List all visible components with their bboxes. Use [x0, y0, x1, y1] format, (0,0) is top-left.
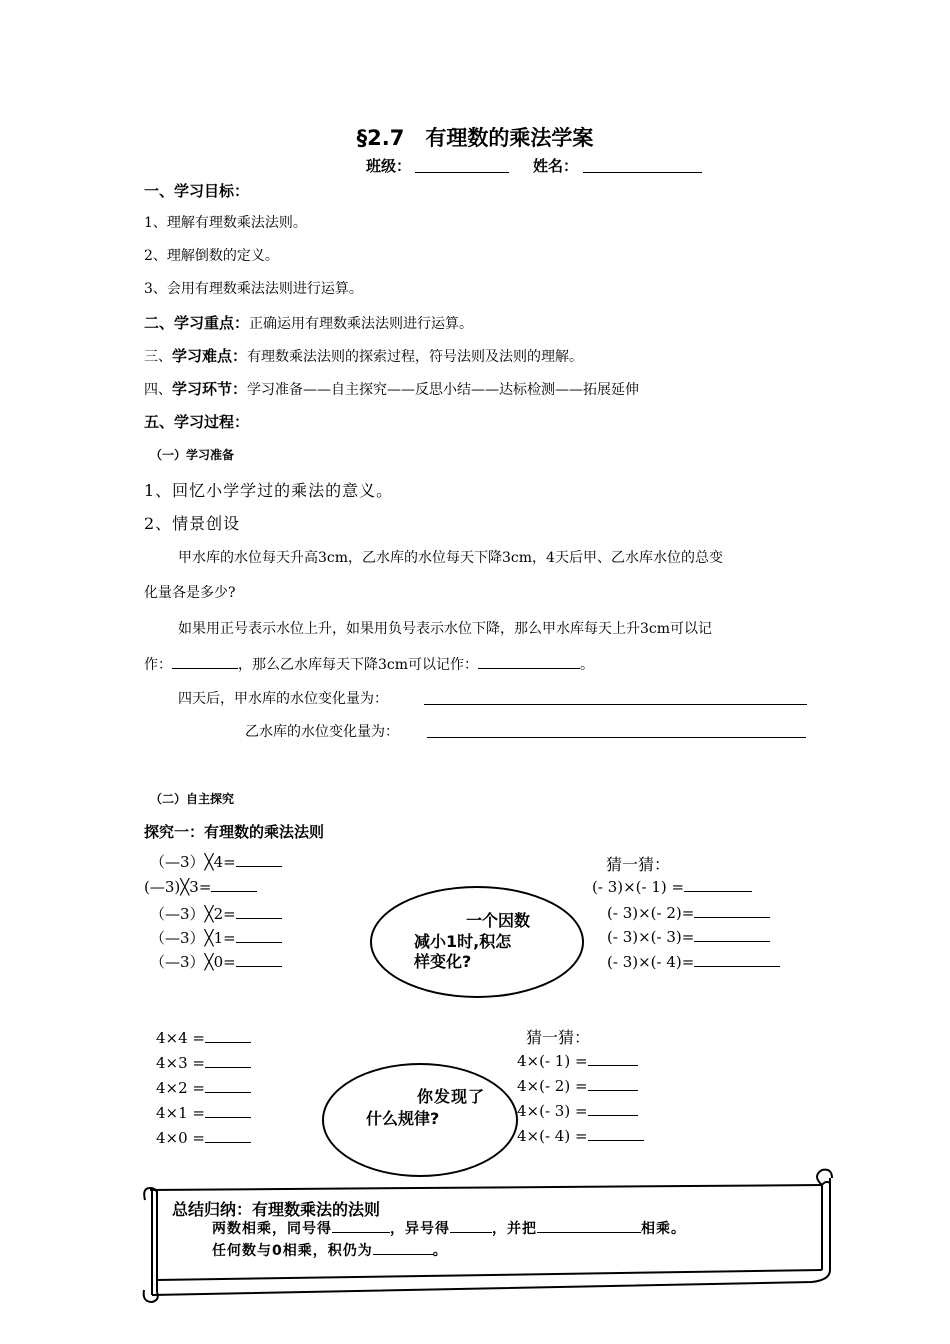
expression: 4×2 =: [156, 1078, 251, 1097]
summary-line-1: 两数相乘，同号得 ，异号得 ，并把 相乘。: [212, 1218, 686, 1238]
scenario-text: 化量各是多少?: [144, 585, 236, 601]
expression: 4×(- 3) =: [517, 1101, 638, 1120]
difficulty-label: 学习难点：: [172, 347, 248, 365]
expression: 4×4 =: [156, 1028, 251, 1047]
answer-blank[interactable]: [332, 1218, 390, 1233]
difficulty-prefix: 三、: [144, 349, 172, 365]
explore-sub-heading: 探究一：有理数的乘法法则: [144, 823, 325, 841]
difficulty-text: 有理数乘法法则的探索过程，符号法则及法则的理解。: [247, 349, 584, 365]
prep-item-1: 1、回忆小学学过的乘法的意义。: [144, 481, 394, 500]
fill-text: 。: [580, 657, 595, 673]
expression: 4×(- 1) =: [517, 1051, 638, 1070]
expression: （—3）╳4=: [150, 851, 282, 872]
goal-item: 3、会用有理数乘法法则进行运算。: [144, 281, 363, 297]
expression: (- 3)×(- 3)=: [607, 927, 770, 946]
bubble-text: 样变化?: [414, 952, 472, 971]
expression: 4×(- 4) =: [517, 1126, 644, 1145]
summary-title: 总结归纳：有理数乘法的法则: [172, 1200, 381, 1219]
page-title: §2.7 有理数的乘法学案: [356, 126, 594, 150]
expression: 4×(- 2) =: [517, 1076, 638, 1095]
steps-text: 学习准备——自主探究——反思小结——达标检测——拓展延伸: [247, 382, 640, 398]
expression: （—3）╳2=: [150, 903, 282, 924]
answer-blank[interactable]: [373, 1240, 433, 1255]
expression: （—3）╳0=: [150, 951, 282, 972]
expression: 4×3 =: [156, 1053, 251, 1072]
key-point-label: 二、学习重点：: [144, 314, 250, 332]
name-label: 姓名：: [533, 157, 579, 175]
prep-item-2: 2、情景创设: [144, 514, 241, 533]
expression: (- 3)×(- 1) =: [592, 877, 752, 896]
steps-label: 学习环节：: [172, 380, 248, 398]
guess-label: 猜一猜：: [526, 1028, 591, 1047]
bubble-text: 你发现了: [417, 1087, 486, 1106]
scenario-text: 如果用正号表示水位上升，如果用负号表示水位下降，那么甲水库每天上升3cm可以记: [178, 621, 713, 637]
bubble-text: 减小1时,积怎: [414, 932, 512, 951]
prep-heading: （一）学习准备: [150, 448, 235, 462]
steps-prefix: 四、: [144, 382, 172, 398]
expression: (—3)╳3=: [144, 877, 257, 896]
scenario-text: 甲水库的水位每天升高3cm，乙水库的水位每天下降3cm，4天后甲、乙水库水位的总变: [178, 550, 723, 566]
expression: (- 3)×(- 4)=: [607, 952, 780, 971]
bubble-text: 什么规律?: [366, 1109, 440, 1128]
expression: (- 3)×(- 2)=: [607, 903, 770, 922]
expression: （—3）╳1=: [150, 927, 282, 948]
bubble-text: 一个因数: [466, 911, 531, 930]
goal-item: 1、理解有理数乘法法则。: [144, 215, 307, 231]
key-point-text: 正确运用有理数乘法法则进行运算。: [249, 316, 474, 332]
expression: 4×1 =: [156, 1103, 251, 1122]
goal-item: 2、理解倒数的定义。: [144, 248, 279, 264]
fill-text: ，那么乙水库每天下降3cm可以记作：: [238, 657, 479, 673]
explore-heading: （二）自主探究: [150, 792, 235, 806]
question-jia: 四天后，甲水库的水位变化量为：: [178, 691, 388, 707]
answer-blank[interactable]: [537, 1218, 641, 1233]
summary-line-2: 任何数与0相乘，积仍为 。: [212, 1240, 448, 1260]
guess-label: 猜一猜：: [606, 855, 671, 874]
fill-text: 作：: [144, 657, 172, 673]
expression: 4×0 =: [156, 1128, 251, 1147]
question-yi: 乙水库的水位变化量为：: [245, 724, 399, 740]
answer-blank[interactable]: [450, 1218, 492, 1233]
goals-heading: 一、学习目标：: [144, 182, 250, 200]
class-label: 班级：: [366, 157, 412, 175]
process-heading: 五、学习过程：: [144, 413, 250, 431]
